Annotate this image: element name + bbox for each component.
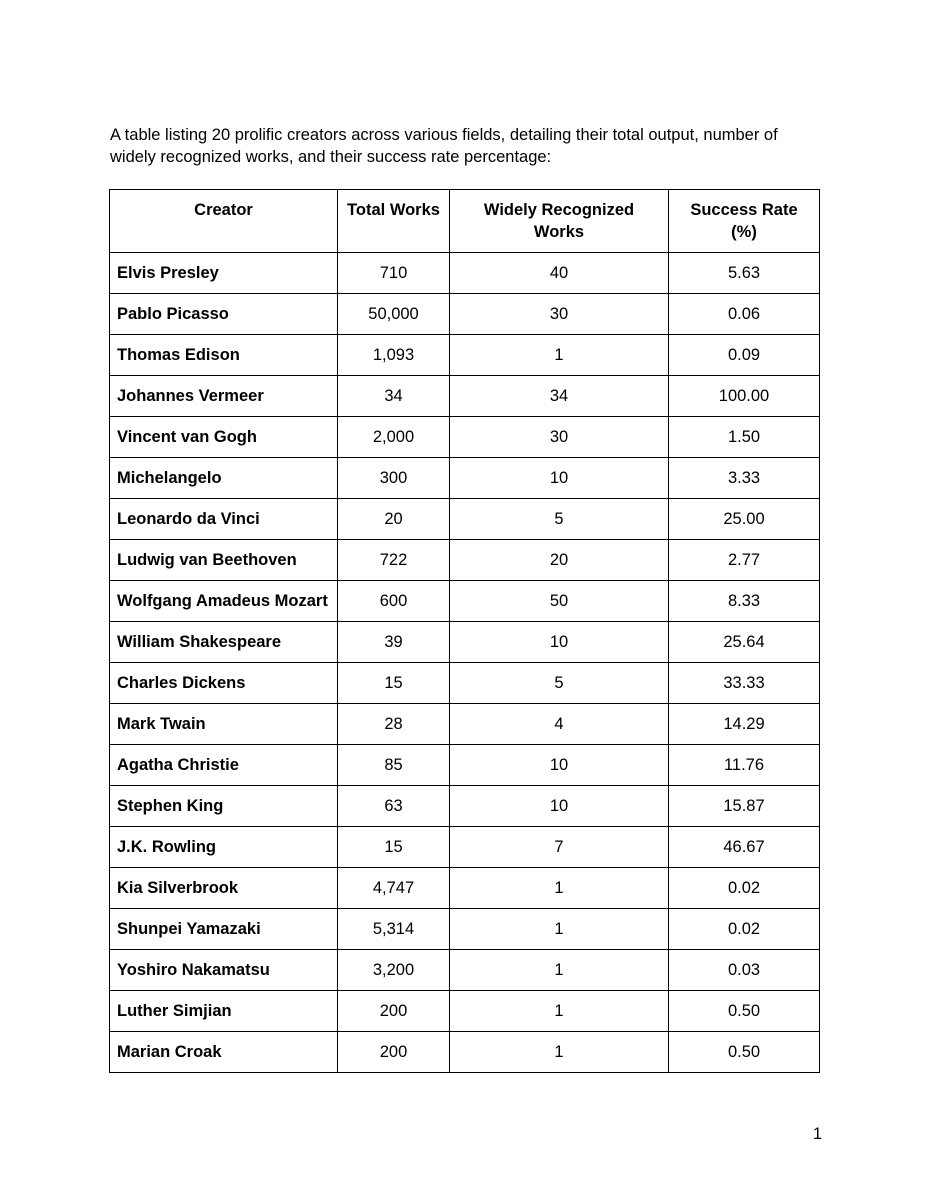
cell-recognized-works: 5 [450, 663, 669, 704]
table-row [110, 294, 820, 335]
cell-total-works: 3,200 [338, 950, 450, 991]
cell-creator: Stephen King [110, 786, 338, 827]
cell-success-rate: 3.33 [669, 458, 820, 499]
table-body [110, 253, 820, 1073]
cell-total-works: 85 [338, 745, 450, 786]
header-widely-recognized-works: Widely Recognized Works [450, 190, 669, 253]
cell-creator: Wolfgang Amadeus Mozart [110, 581, 338, 622]
cell-creator: William Shakespeare [110, 622, 338, 663]
table-row [110, 827, 820, 868]
cell-success-rate: 25.00 [669, 499, 820, 540]
header-total-works: Total Works [338, 190, 450, 253]
cell-recognized-works: 1 [450, 950, 669, 991]
cell-recognized-works: 7 [450, 827, 669, 868]
cell-success-rate: 25.64 [669, 622, 820, 663]
cell-total-works: 50,000 [338, 294, 450, 335]
page-number: 1 [812, 1125, 822, 1143]
cell-success-rate: 100.00 [669, 376, 820, 417]
cell-success-rate: 0.50 [669, 991, 820, 1032]
cell-success-rate: 0.50 [669, 1032, 820, 1073]
cell-recognized-works: 1 [450, 1032, 669, 1073]
cell-creator: Pablo Picasso [110, 294, 338, 335]
cell-creator: Charles Dickens [110, 663, 338, 704]
cell-total-works: 63 [338, 786, 450, 827]
cell-success-rate: 46.67 [669, 827, 820, 868]
cell-recognized-works: 4 [450, 704, 669, 745]
cell-total-works: 300 [338, 458, 450, 499]
cell-creator: Mark Twain [110, 704, 338, 745]
table-row [110, 663, 820, 704]
table-row [110, 622, 820, 663]
table-row [110, 704, 820, 745]
table-row [110, 786, 820, 827]
table-row [110, 499, 820, 540]
cell-recognized-works: 1 [450, 991, 669, 1032]
cell-success-rate: 0.02 [669, 868, 820, 909]
cell-total-works: 4,747 [338, 868, 450, 909]
table-row [110, 950, 820, 991]
cell-creator: Luther Simjian [110, 991, 338, 1032]
cell-creator: Marian Croak [110, 1032, 338, 1073]
cell-success-rate: 8.33 [669, 581, 820, 622]
table-row [110, 745, 820, 786]
cell-success-rate: 1.50 [669, 417, 820, 458]
cell-creator: Johannes Vermeer [110, 376, 338, 417]
cell-total-works: 28 [338, 704, 450, 745]
cell-recognized-works: 1 [450, 868, 669, 909]
cell-total-works: 722 [338, 540, 450, 581]
cell-creator: Thomas Edison [110, 335, 338, 376]
cell-recognized-works: 10 [450, 786, 669, 827]
cell-creator: Yoshiro Nakamatsu [110, 950, 338, 991]
cell-recognized-works: 20 [450, 540, 669, 581]
cell-recognized-works: 40 [450, 253, 669, 294]
table-row [110, 991, 820, 1032]
intro-paragraph: A table listing 20 prolific creators across various fields, detailing their total output, number of widely recognized works, and their success rate percentage: [110, 126, 778, 166]
table-row [110, 909, 820, 950]
cell-recognized-works: 1 [450, 909, 669, 950]
cell-success-rate: 33.33 [669, 663, 820, 704]
cell-success-rate: 0.06 [669, 294, 820, 335]
cell-recognized-works: 30 [450, 294, 669, 335]
cell-creator: Ludwig van Beethoven [110, 540, 338, 581]
cell-creator: Vincent van Gogh [110, 417, 338, 458]
cell-success-rate: 15.87 [669, 786, 820, 827]
cell-total-works: 34 [338, 376, 450, 417]
cell-success-rate: 5.63 [669, 253, 820, 294]
cell-success-rate: 14.29 [669, 704, 820, 745]
cell-recognized-works: 10 [450, 458, 669, 499]
cell-total-works: 15 [338, 663, 450, 704]
cell-creator: Kia Silverbrook [110, 868, 338, 909]
table-row [110, 335, 820, 376]
table-row [110, 458, 820, 499]
table-header-row [110, 190, 820, 253]
table-row [110, 253, 820, 294]
cell-total-works: 710 [338, 253, 450, 294]
cell-recognized-works: 5 [450, 499, 669, 540]
cell-recognized-works: 34 [450, 376, 669, 417]
cell-success-rate: 0.02 [669, 909, 820, 950]
cell-creator: Michelangelo [110, 458, 338, 499]
table-row [110, 581, 820, 622]
cell-creator: Shunpei Yamazaki [110, 909, 338, 950]
cell-success-rate: 11.76 [669, 745, 820, 786]
cell-total-works: 15 [338, 827, 450, 868]
cell-creator: Leonardo da Vinci [110, 499, 338, 540]
cell-recognized-works: 30 [450, 417, 669, 458]
cell-recognized-works: 10 [450, 622, 669, 663]
table-row [110, 376, 820, 417]
table-row [110, 417, 820, 458]
cell-total-works: 200 [338, 991, 450, 1032]
cell-success-rate: 0.03 [669, 950, 820, 991]
cell-creator: Elvis Presley [110, 253, 338, 294]
table-row [110, 540, 820, 581]
cell-recognized-works: 10 [450, 745, 669, 786]
cell-total-works: 600 [338, 581, 450, 622]
cell-total-works: 5,314 [338, 909, 450, 950]
cell-total-works: 2,000 [338, 417, 450, 458]
cell-total-works: 200 [338, 1032, 450, 1073]
header-success-rate: Success Rate (%) [669, 190, 820, 253]
cell-total-works: 20 [338, 499, 450, 540]
cell-recognized-works: 1 [450, 335, 669, 376]
cell-creator: Agatha Christie [110, 745, 338, 786]
table-row [110, 1032, 820, 1073]
cell-total-works: 1,093 [338, 335, 450, 376]
cell-success-rate: 2.77 [669, 540, 820, 581]
cell-creator: J.K. Rowling [110, 827, 338, 868]
table-row [110, 868, 820, 909]
cell-recognized-works: 50 [450, 581, 669, 622]
header-creator: Creator [110, 190, 338, 253]
creators-table [109, 189, 820, 1073]
cell-total-works: 39 [338, 622, 450, 663]
cell-success-rate: 0.09 [669, 335, 820, 376]
